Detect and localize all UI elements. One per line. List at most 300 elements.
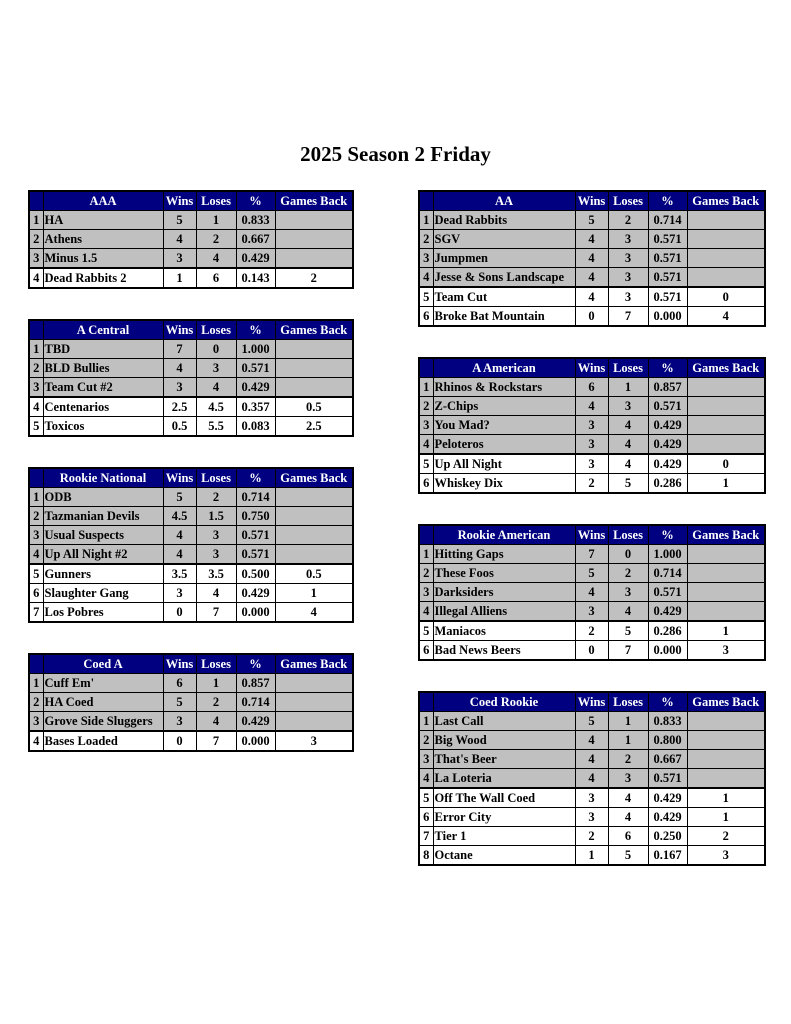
- games-back-cell: 0.5: [275, 397, 353, 417]
- loses-cell: 2: [196, 693, 236, 712]
- pct-cell: 0.286: [648, 621, 687, 641]
- team-name-cell: Dead Rabbits: [433, 211, 575, 230]
- wins-cell: 7: [575, 545, 608, 564]
- team-name-cell: Up All Night #2: [43, 545, 163, 565]
- wins-cell: 3: [575, 788, 608, 808]
- rank-cell: 2: [419, 397, 433, 416]
- wins-cell: 0: [575, 307, 608, 327]
- wins-header: Wins: [575, 525, 608, 545]
- rank-cell: 1: [29, 211, 43, 230]
- wins-cell: 4: [575, 249, 608, 268]
- games-back-header: Games Back: [275, 320, 353, 340]
- wins-cell: 6: [163, 674, 196, 693]
- pct-cell: 0.000: [648, 307, 687, 327]
- wins-cell: 3: [163, 249, 196, 269]
- rank-cell: 4: [29, 545, 43, 565]
- loses-cell: 3: [608, 230, 648, 249]
- table-row: [29, 526, 353, 545]
- team-name-cell: Grove Side Sluggers: [43, 712, 163, 732]
- rank-header: [29, 654, 43, 674]
- wins-cell: 4: [575, 731, 608, 750]
- rank-cell: 8: [419, 846, 433, 866]
- division-header: Coed Rookie: [433, 692, 575, 712]
- wins-cell: 5: [575, 712, 608, 731]
- games-back-cell: 1: [687, 621, 765, 641]
- loses-cell: 3: [608, 249, 648, 268]
- pct-cell: 0.714: [648, 211, 687, 230]
- header-row: [29, 468, 353, 488]
- team-name-cell: Team Cut: [433, 287, 575, 307]
- games-back-cell: [687, 564, 765, 583]
- loses-header: Loses: [608, 358, 648, 378]
- loses-cell: 7: [196, 603, 236, 623]
- games-back-cell: [687, 268, 765, 288]
- pct-cell: 0.667: [236, 230, 275, 249]
- pct-cell: 0.286: [648, 474, 687, 494]
- games-back-cell: [687, 378, 765, 397]
- wins-cell: 4: [575, 769, 608, 789]
- games-back-cell: 1: [275, 584, 353, 603]
- table-row: [419, 397, 765, 416]
- table-row: [29, 397, 353, 417]
- header-row: [29, 191, 353, 211]
- table-row: [29, 507, 353, 526]
- rank-cell: 6: [419, 641, 433, 661]
- team-name-cell: Broke Bat Mountain: [433, 307, 575, 327]
- games-back-cell: 0: [687, 454, 765, 474]
- pct-header: %: [236, 320, 275, 340]
- team-name-cell: Los Pobres: [43, 603, 163, 623]
- loses-cell: 4: [196, 712, 236, 732]
- wins-header: Wins: [163, 320, 196, 340]
- table-row: [419, 602, 765, 622]
- loses-cell: 3: [196, 545, 236, 565]
- games-back-cell: 3: [687, 641, 765, 661]
- rank-cell: 4: [29, 268, 43, 288]
- table-row: [29, 603, 353, 623]
- header-row: [419, 692, 765, 712]
- table-row: [419, 564, 765, 583]
- games-back-cell: [687, 416, 765, 435]
- loses-header: Loses: [196, 320, 236, 340]
- rank-cell: 2: [29, 693, 43, 712]
- games-back-header: Games Back: [687, 191, 765, 211]
- table-row: [29, 359, 353, 378]
- games-back-cell: [275, 545, 353, 565]
- wins-header: Wins: [575, 692, 608, 712]
- pct-cell: 0.000: [648, 641, 687, 661]
- loses-cell: 2: [196, 230, 236, 249]
- games-back-cell: 2.5: [275, 417, 353, 437]
- table-row: [419, 249, 765, 268]
- pct-cell: 0.143: [236, 268, 275, 288]
- loses-cell: 5: [608, 846, 648, 866]
- wins-cell: 5: [163, 488, 196, 507]
- team-name-cell: Peloteros: [433, 435, 575, 455]
- pct-header: %: [236, 191, 275, 211]
- pct-cell: 0.571: [648, 268, 687, 288]
- table-row: [29, 693, 353, 712]
- rank-cell: 1: [419, 712, 433, 731]
- games-back-cell: [275, 249, 353, 269]
- rank-cell: 2: [419, 564, 433, 583]
- division-header: AA: [433, 191, 575, 211]
- rank-cell: 4: [419, 769, 433, 789]
- standings-table: [418, 691, 766, 866]
- team-name-cell: Maniacos: [433, 621, 575, 641]
- loses-cell: 4.5: [196, 397, 236, 417]
- team-name-cell: That's Beer: [433, 750, 575, 769]
- pct-cell: 0.357: [236, 397, 275, 417]
- wins-cell: 1: [163, 268, 196, 288]
- team-name-cell: Rhinos & Rockstars: [433, 378, 575, 397]
- wins-cell: 2: [575, 474, 608, 494]
- loses-cell: 5: [608, 474, 648, 494]
- team-name-cell: BLD Bullies: [43, 359, 163, 378]
- rank-header: [419, 692, 433, 712]
- pct-cell: 0.571: [648, 249, 687, 268]
- wins-cell: 5: [163, 211, 196, 230]
- team-name-cell: Jesse & Sons Landscape: [433, 268, 575, 288]
- games-back-cell: [687, 545, 765, 564]
- rank-cell: 2: [29, 230, 43, 249]
- games-back-header: Games Back: [687, 525, 765, 545]
- team-name-cell: Tazmanian Devils: [43, 507, 163, 526]
- games-back-header: Games Back: [275, 191, 353, 211]
- pct-cell: 0.429: [236, 378, 275, 398]
- team-name-cell: Cuff Em': [43, 674, 163, 693]
- team-name-cell: Team Cut #2: [43, 378, 163, 398]
- rank-cell: 3: [419, 249, 433, 268]
- loses-cell: 4: [196, 249, 236, 269]
- pct-cell: 0.429: [648, 788, 687, 808]
- loses-cell: 1: [608, 378, 648, 397]
- pct-header: %: [236, 654, 275, 674]
- wins-cell: 4: [163, 230, 196, 249]
- team-name-cell: Bases Loaded: [43, 731, 163, 751]
- games-back-cell: 1: [687, 788, 765, 808]
- pct-cell: 0.750: [236, 507, 275, 526]
- games-back-cell: [275, 488, 353, 507]
- pct-cell: 0.857: [648, 378, 687, 397]
- wins-cell: 4: [575, 750, 608, 769]
- wins-cell: 3: [575, 454, 608, 474]
- wins-cell: 4: [163, 359, 196, 378]
- table-row: [419, 416, 765, 435]
- rank-cell: 5: [29, 417, 43, 437]
- loses-cell: 3: [196, 526, 236, 545]
- wins-cell: 3: [163, 378, 196, 398]
- pct-cell: 0.429: [236, 712, 275, 732]
- table-row: [419, 230, 765, 249]
- team-name-cell: Big Wood: [433, 731, 575, 750]
- loses-cell: 3: [608, 397, 648, 416]
- loses-header: Loses: [608, 191, 648, 211]
- games-back-cell: [687, 230, 765, 249]
- wins-cell: 4: [575, 583, 608, 602]
- team-name-cell: Gunners: [43, 564, 163, 584]
- rank-cell: 3: [29, 526, 43, 545]
- team-name-cell: Off The Wall Coed: [433, 788, 575, 808]
- wins-cell: 2.5: [163, 397, 196, 417]
- table-row: [29, 230, 353, 249]
- loses-cell: 4: [196, 378, 236, 398]
- team-name-cell: Hitting Gaps: [433, 545, 575, 564]
- loses-cell: 6: [196, 268, 236, 288]
- table-row: [419, 731, 765, 750]
- rank-cell: 3: [29, 712, 43, 732]
- team-name-cell: You Mad?: [433, 416, 575, 435]
- games-back-cell: [687, 602, 765, 622]
- table-row: [29, 249, 353, 269]
- team-name-cell: La Loteria: [433, 769, 575, 789]
- games-back-cell: [687, 397, 765, 416]
- team-name-cell: Error City: [433, 808, 575, 827]
- pct-cell: 0.571: [648, 397, 687, 416]
- loses-header: Loses: [608, 525, 648, 545]
- pct-cell: 0.500: [236, 564, 275, 584]
- team-name-cell: Tier 1: [433, 827, 575, 846]
- games-back-cell: [275, 211, 353, 230]
- wins-cell: 4: [575, 287, 608, 307]
- pct-cell: 0.250: [648, 827, 687, 846]
- wins-header: Wins: [575, 191, 608, 211]
- pct-cell: 0.571: [648, 287, 687, 307]
- rank-header: [29, 468, 43, 488]
- rank-header: [29, 191, 43, 211]
- table-row: [29, 488, 353, 507]
- rank-cell: 3: [29, 249, 43, 269]
- rank-cell: 5: [419, 287, 433, 307]
- standings-table: [418, 190, 766, 327]
- loses-cell: 4: [608, 602, 648, 622]
- games-back-cell: [687, 750, 765, 769]
- loses-cell: 0: [608, 545, 648, 564]
- wins-cell: 3: [163, 712, 196, 732]
- loses-cell: 2: [608, 750, 648, 769]
- games-back-cell: [275, 693, 353, 712]
- pct-cell: 0.714: [648, 564, 687, 583]
- wins-cell: 4: [575, 268, 608, 288]
- team-name-cell: Jumpmen: [433, 249, 575, 268]
- wins-cell: 3: [163, 584, 196, 603]
- games-back-header: Games Back: [275, 468, 353, 488]
- team-name-cell: HA Coed: [43, 693, 163, 712]
- rank-header: [419, 525, 433, 545]
- table-row: [419, 808, 765, 827]
- team-name-cell: Z-Chips: [433, 397, 575, 416]
- pct-cell: 0.571: [236, 359, 275, 378]
- standings-table: [28, 319, 354, 437]
- rank-cell: 3: [29, 378, 43, 398]
- games-back-cell: [275, 507, 353, 526]
- games-back-cell: [687, 731, 765, 750]
- rank-cell: 4: [419, 268, 433, 288]
- rank-cell: 4: [419, 602, 433, 622]
- team-name-cell: Last Call: [433, 712, 575, 731]
- pct-cell: 0.429: [648, 808, 687, 827]
- team-name-cell: Toxicos: [43, 417, 163, 437]
- rank-cell: 1: [419, 211, 433, 230]
- rank-cell: 6: [419, 808, 433, 827]
- wins-cell: 5: [163, 693, 196, 712]
- pct-cell: 0.429: [236, 584, 275, 603]
- tables-area: [0, 190, 791, 896]
- table-row: [29, 211, 353, 230]
- games-back-cell: [275, 230, 353, 249]
- header-row: [419, 191, 765, 211]
- rank-cell: 1: [29, 488, 43, 507]
- table-row: [419, 435, 765, 455]
- header-row: [419, 525, 765, 545]
- games-back-header: Games Back: [687, 358, 765, 378]
- table-row: [29, 674, 353, 693]
- games-back-cell: 4: [687, 307, 765, 327]
- wins-cell: 4: [575, 230, 608, 249]
- pct-cell: 0.571: [648, 583, 687, 602]
- games-back-cell: [275, 526, 353, 545]
- wins-cell: 3: [575, 602, 608, 622]
- team-name-cell: Usual Suspects: [43, 526, 163, 545]
- team-name-cell: Octane: [433, 846, 575, 866]
- pct-cell: 0.000: [236, 731, 275, 751]
- loses-cell: 3: [608, 769, 648, 789]
- loses-cell: 5.5: [196, 417, 236, 437]
- wins-cell: 2: [575, 621, 608, 641]
- games-back-cell: [275, 674, 353, 693]
- games-back-cell: [275, 378, 353, 398]
- games-back-cell: [687, 712, 765, 731]
- loses-cell: 6: [608, 827, 648, 846]
- pct-cell: 0.571: [236, 526, 275, 545]
- division-header: Rookie National: [43, 468, 163, 488]
- rank-cell: 6: [419, 474, 433, 494]
- pct-cell: 0.167: [648, 846, 687, 866]
- wins-cell: 5: [575, 211, 608, 230]
- games-back-cell: [275, 340, 353, 359]
- loses-cell: 1: [608, 712, 648, 731]
- table-row: [419, 268, 765, 288]
- table-row: [419, 788, 765, 808]
- rank-cell: 2: [29, 359, 43, 378]
- division-header: A Central: [43, 320, 163, 340]
- left-column: [28, 190, 354, 782]
- pct-cell: 0.714: [236, 488, 275, 507]
- wins-header: Wins: [575, 358, 608, 378]
- division-header: A American: [433, 358, 575, 378]
- pct-header: %: [236, 468, 275, 488]
- rank-cell: 1: [29, 340, 43, 359]
- rank-cell: 2: [419, 731, 433, 750]
- games-back-cell: 3: [687, 846, 765, 866]
- games-back-cell: [275, 712, 353, 732]
- wins-header: Wins: [163, 191, 196, 211]
- loses-header: Loses: [608, 692, 648, 712]
- rank-cell: 2: [419, 230, 433, 249]
- loses-cell: 4: [608, 435, 648, 455]
- games-back-cell: [687, 249, 765, 268]
- rank-cell: 6: [29, 584, 43, 603]
- pct-header: %: [648, 191, 687, 211]
- loses-cell: 2: [608, 564, 648, 583]
- wins-cell: 3.5: [163, 564, 196, 584]
- games-back-cell: [687, 769, 765, 789]
- team-name-cell: Slaughter Gang: [43, 584, 163, 603]
- right-column: [418, 190, 766, 896]
- rank-cell: 4: [419, 435, 433, 455]
- wins-cell: 0: [163, 731, 196, 751]
- standings-table: [28, 190, 354, 289]
- pct-cell: 0.083: [236, 417, 275, 437]
- loses-cell: 1: [608, 731, 648, 750]
- pct-cell: 0.000: [236, 603, 275, 623]
- table-row: [29, 584, 353, 603]
- rank-cell: 6: [419, 307, 433, 327]
- pct-cell: 0.429: [648, 435, 687, 455]
- standings-table: [28, 653, 354, 752]
- pct-cell: 0.833: [236, 211, 275, 230]
- loses-cell: 2: [608, 211, 648, 230]
- pct-cell: 0.429: [648, 416, 687, 435]
- loses-cell: 1: [196, 211, 236, 230]
- wins-cell: 4: [575, 397, 608, 416]
- loses-cell: 3.5: [196, 564, 236, 584]
- rank-header: [419, 358, 433, 378]
- loses-header: Loses: [196, 191, 236, 211]
- loses-cell: 4: [608, 788, 648, 808]
- wins-cell: 1: [575, 846, 608, 866]
- team-name-cell: ODB: [43, 488, 163, 507]
- pct-cell: 0.833: [648, 712, 687, 731]
- pct-cell: 0.857: [236, 674, 275, 693]
- team-name-cell: Dead Rabbits 2: [43, 268, 163, 288]
- table-row: [419, 827, 765, 846]
- games-back-cell: 0: [687, 287, 765, 307]
- wins-cell: 3: [575, 435, 608, 455]
- games-back-header: Games Back: [687, 692, 765, 712]
- rank-cell: 5: [29, 564, 43, 584]
- loses-cell: 2: [196, 488, 236, 507]
- wins-cell: 4: [163, 526, 196, 545]
- table-row: [419, 474, 765, 494]
- pct-cell: 0.429: [648, 602, 687, 622]
- pct-cell: 0.429: [236, 249, 275, 269]
- wins-header: Wins: [163, 654, 196, 674]
- table-row: [419, 211, 765, 230]
- header-row: [29, 654, 353, 674]
- wins-cell: 0.5: [163, 417, 196, 437]
- games-back-cell: 1: [687, 808, 765, 827]
- division-header: Coed A: [43, 654, 163, 674]
- loses-cell: 3: [608, 287, 648, 307]
- rank-cell: 1: [419, 378, 433, 397]
- page-title: 2025 Season 2 Friday: [300, 142, 491, 166]
- rank-cell: 5: [419, 621, 433, 641]
- division-header: AAA: [43, 191, 163, 211]
- loses-cell: 0: [196, 340, 236, 359]
- team-name-cell: These Foos: [433, 564, 575, 583]
- wins-header: Wins: [163, 468, 196, 488]
- games-back-cell: [687, 583, 765, 602]
- wins-cell: 5: [575, 564, 608, 583]
- rank-cell: 1: [29, 674, 43, 693]
- rank-header: [419, 191, 433, 211]
- games-back-cell: 3: [275, 731, 353, 751]
- header-row: [29, 320, 353, 340]
- wins-cell: 0: [163, 603, 196, 623]
- pct-cell: 0.800: [648, 731, 687, 750]
- team-name-cell: SGV: [433, 230, 575, 249]
